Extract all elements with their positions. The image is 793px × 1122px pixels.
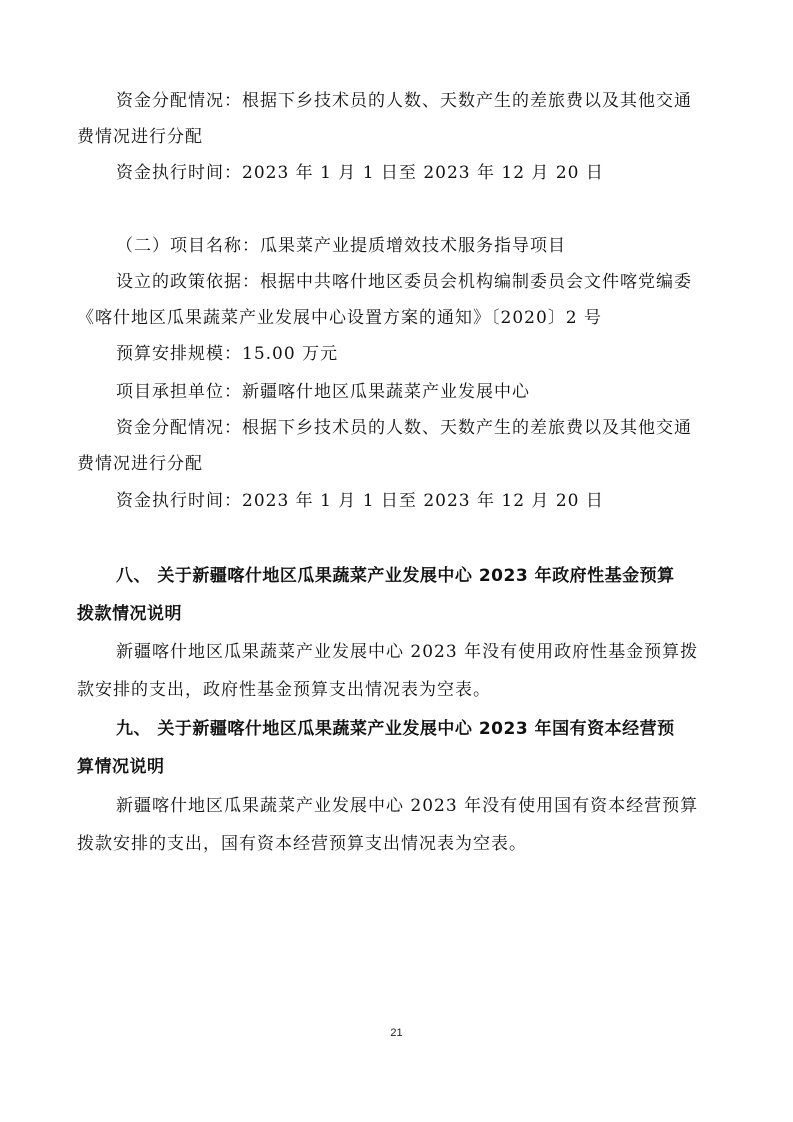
- section-body-text-continued: 拨款安排的支出，国有资本经营预算支出情况表为空表。: [77, 834, 527, 854]
- section-body-text: 新疆喀什地区瓜果蔬菜产业发展中心 2023 年没有使用政府性基金预算拨: [116, 642, 699, 662]
- section-heading-continued: 算情况说明: [77, 757, 165, 777]
- funds-allocation-text-continued: 费情况进行分配: [77, 454, 203, 474]
- policy-basis-text-continued: 《喀什地区瓜果蔬菜产业发展中心设置方案的通知》〔2020〕2 号: [77, 308, 602, 328]
- funds-allocation-text: 资金分配情况：根据下乡技术员的人数、天数产生的差旅费以及其他交通: [116, 418, 692, 438]
- policy-basis-text: 设立的政策依据：根据中共喀什地区委员会机构编制委员会文件喀党编委: [116, 272, 692, 292]
- budget-scale-text: 预算安排规模：15.00 万元: [116, 344, 339, 364]
- execution-time-text: 资金执行时间：2023 年 1 月 1 日至 2023 年 12 月 20 日: [116, 491, 604, 511]
- section-body-text: 新疆喀什地区瓜果蔬菜产业发展中心 2023 年没有使用国有资本经营预算: [116, 796, 699, 816]
- project-name-text: （二）项目名称：瓜果菜产业提质增效技术服务指导项目: [116, 236, 566, 256]
- section-heading-continued: 拨款情况说明: [77, 604, 182, 624]
- funds-allocation-text: 资金分配情况：根据下乡技术员的人数、天数产生的差旅费以及其他交通: [116, 91, 692, 111]
- section-heading: 九、 关于新疆喀什地区瓜果蔬菜产业发展中心 2023 年国有资本经营预: [116, 719, 675, 739]
- funds-allocation-text-continued: 费情况进行分配: [77, 127, 203, 147]
- undertaking-unit-text: 项目承担单位：新疆喀什地区瓜果蔬菜产业发展中心: [116, 382, 530, 402]
- execution-time-text: 资金执行时间：2023 年 1 月 1 日至 2023 年 12 月 20 日: [116, 163, 604, 183]
- section-heading: 八、 关于新疆喀什地区瓜果蔬菜产业发展中心 2023 年政府性基金预算: [116, 566, 675, 586]
- page-number: 21: [390, 1027, 403, 1039]
- section-body-text-continued: 款安排的支出，政府性基金预算支出情况表为空表。: [77, 680, 491, 700]
